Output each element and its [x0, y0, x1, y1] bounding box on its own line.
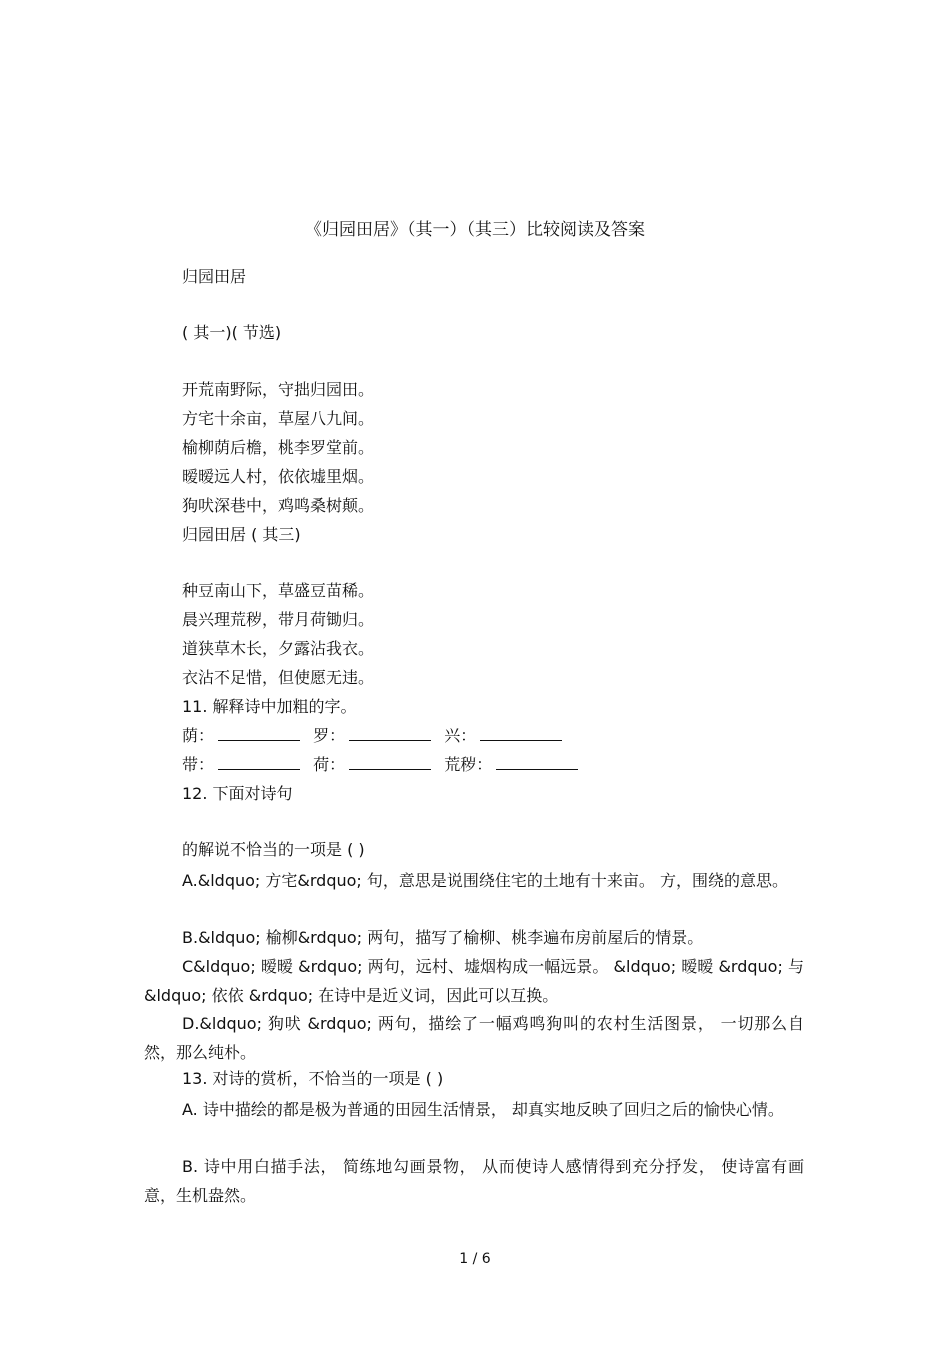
q13-option-a: A. 诗中描绘的都是极为普通的田园生活情景， 却真实地反映了回归之后的愉快心情。 — [182, 1100, 784, 1119]
answer-blank[interactable] — [349, 755, 431, 770]
q11-label: 兴： — [444, 726, 477, 745]
poem2-line: 晨兴理荒秽，带月荷锄归。 — [182, 610, 375, 629]
poem1-line: 暧暧远人村，依依墟里烟。 — [182, 467, 375, 486]
q11-blank-row — [182, 723, 570, 749]
question-12-part1: 12. 下面对诗句 — [182, 784, 293, 803]
poem1-line: 榆柳荫后檐，桃李罗堂前。 — [182, 438, 375, 457]
poem2-line: 衣沾不足惜，但使愿无违。 — [182, 668, 375, 687]
q11-blank-row — [182, 752, 586, 778]
answer-blank[interactable] — [218, 755, 300, 770]
poem2-line: 道狭草木长，夕露沾我衣。 — [182, 639, 375, 658]
page-number: 1 / 6 — [459, 1251, 491, 1267]
poem1-subheading: ( 其一)( 节选) — [182, 323, 282, 342]
question-12-part2: 的解说不恰当的一项是 ( ) — [182, 840, 365, 859]
answer-blank[interactable] — [480, 726, 562, 741]
poem1-line: 方宅十余亩，草屋八九间。 — [182, 409, 375, 428]
question-13: 13. 对诗的赏析，不恰当的一项是 ( ) — [182, 1069, 444, 1088]
poem1-heading: 归园田居 — [182, 267, 247, 286]
q11-label: 带： — [182, 755, 215, 774]
answer-blank[interactable] — [218, 726, 300, 741]
q11-label: 荷： — [313, 755, 346, 774]
answer-blank[interactable] — [496, 755, 578, 770]
poem1-line: 狗吠深巷中，鸡鸣桑树颠。 — [182, 496, 375, 515]
poem2-heading: 归园田居 ( 其三) — [182, 525, 301, 544]
poem2-line: 种豆南山下，草盛豆苗稀。 — [182, 581, 375, 600]
document-title: 《归园田居》（其一）（其三）比较阅读及答案 — [305, 220, 645, 240]
answer-blank[interactable] — [349, 726, 431, 741]
q13-option-b: B. 诗中用白描手法， 简练地勾画景物， 从而使诗人感情得到充分抒发， 使诗富有画意，生机盎然。 — [144, 1157, 804, 1205]
question-11: 11. 解释诗中加粗的字。 — [182, 697, 357, 716]
q11-label: 荫： — [182, 726, 215, 745]
poem1-line: 开荒南野际，守拙归园田。 — [182, 380, 375, 399]
q12-option-c: C&ldquo; 暧暧 &rdquo; 两句，远村、墟烟构成一幅远景。 &ldquo; 暧暧 &rdquo; 与 &ldquo; 依依 &rdquo; 在诗中是近义词，因此可以互换。 — [144, 957, 804, 1005]
q11-label: 荒秽： — [444, 755, 493, 774]
q12-option-a: A.&ldquo; 方宅&rdquo; 句，意思是说围绕住宅的土地有十来亩。 方，围绕的意思。 — [182, 871, 788, 890]
q11-label: 罗： — [313, 726, 346, 745]
q12-option-d: D.&ldquo; 狗吠 &rdquo; 两句，描绘了一幅鸡鸣狗叫的农村生活图景， 一切那么自然，那么纯朴。 — [144, 1014, 804, 1062]
q12-option-b: B.&ldquo; 榆柳&rdquo; 两句，描写了榆柳、桃李遍布房前屋后的情景。 — [182, 928, 704, 947]
